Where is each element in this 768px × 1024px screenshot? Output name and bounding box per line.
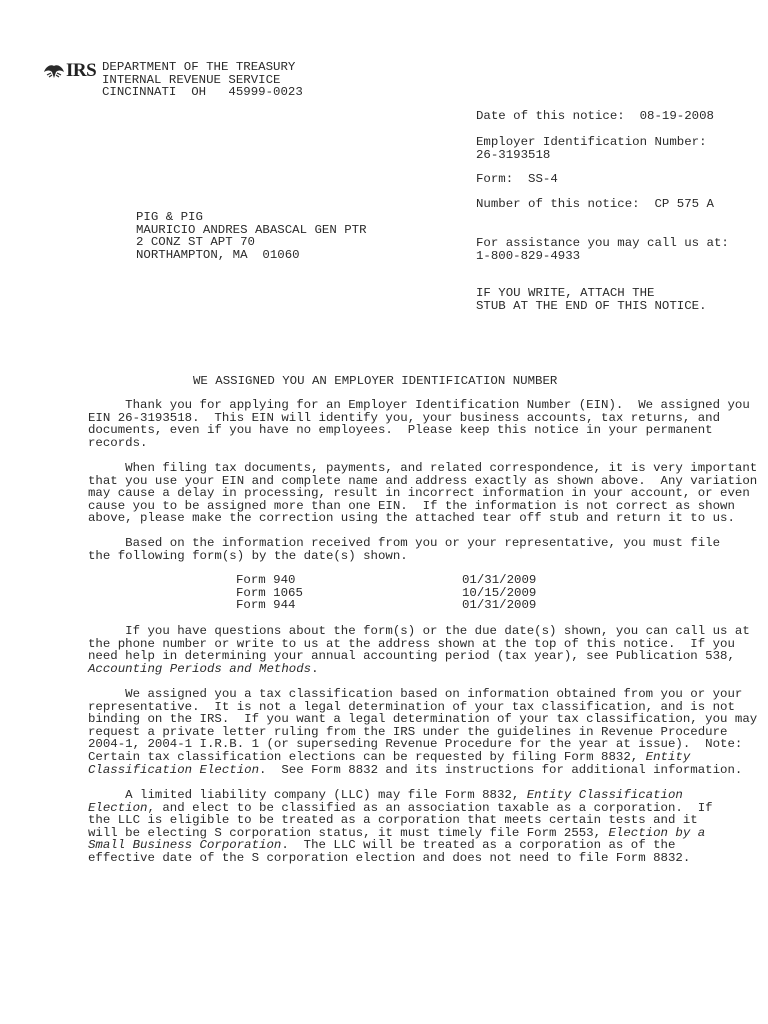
- text-fragment: .: [311, 661, 319, 676]
- text-line: representative. It is not a legal determination of your tax classification, and is not: [88, 699, 735, 714]
- paragraph-questions: [88, 624, 750, 676]
- text-line: When filing tax documents, payments, and related correspondence, it is very important: [88, 461, 758, 475]
- paragraph-forms-required: [88, 537, 728, 562]
- form-title-fragment: Entity Classification: [526, 788, 683, 802]
- form-title-fragment: Election by a: [608, 825, 706, 840]
- form-title-fragment: Election: [88, 800, 148, 815]
- assistance-block: [476, 237, 729, 262]
- text-line: cause you to be assigned more than one EIN. If the information is not correct as shown: [88, 498, 735, 513]
- text-line: effective date of the S corporation election and does not need to file Form 8832.: [88, 850, 691, 865]
- paragraph-tax-classification: [88, 687, 758, 777]
- text-line: EIN 26-3193518. This EIN will identify you, your business accounts, tax returns, and: [88, 410, 721, 425]
- form-line: Form: SS-4: [476, 172, 558, 186]
- agency-line: DEPARTMENT OF THE TREASURY: [102, 60, 296, 74]
- form-title-fragment: Classification Election: [88, 762, 260, 777]
- notice-number: Number of this notice: CP 575 A: [476, 197, 714, 211]
- irs-logo: [42, 62, 104, 82]
- logo-text: IRS: [66, 60, 97, 81]
- text-fragment: , and elect to be classified as an association taxable as a corporation. If: [147, 800, 713, 815]
- assistance-label: For assistance you may call us at:: [476, 236, 729, 250]
- form-name: Form 944: [236, 598, 296, 613]
- assistance-phone: 1-800-829-4933: [476, 248, 581, 263]
- form-row: [236, 599, 556, 612]
- agency-line: CINCINNATI OH 45999-0023: [102, 85, 303, 100]
- text-line: We assigned you a tax classification based on information obtained from you or your: [88, 687, 743, 701]
- text-line: 2004-1, 2004-1 I.R.B. 1 (or superseding Revenue Procedure for the year at issue). Note:: [88, 737, 743, 752]
- eagle-icon: [42, 63, 66, 81]
- text-line: Thank you for applying for an Employer Identification Number (EIN). We assigned you: [88, 398, 750, 412]
- paragraph-llc: [88, 789, 728, 865]
- text-fragment: A limited liability company (LLC) may file Form 8832,: [88, 788, 527, 802]
- ein-label: Employer Identification Number:: [476, 135, 707, 149]
- form-title-fragment: Small Business Corporation: [88, 838, 282, 853]
- address-line: 2 CONZ ST APT 70: [136, 235, 255, 250]
- publication-title: Accounting Periods and Methods: [88, 661, 312, 676]
- address-line: MAURICIO ANDRES ABASCAL GEN PTR: [136, 222, 367, 237]
- text-line: the LLC is eligible to be treated as a corporation that meets certain tests and it: [88, 813, 698, 828]
- paragraph-ein-assigned: [88, 398, 750, 450]
- text-line: the phone number or write to us at the address shown at the top of this notice. If you: [88, 636, 735, 651]
- text-fragment: Certain tax classification elections can be requested by filing Form 8832,: [88, 749, 646, 764]
- text-fragment: . See Form 8832 and its instructions for additional information.: [259, 762, 743, 777]
- paragraph-filing-instructions: [88, 461, 758, 526]
- text-line: If you have questions about the form(s) or the due date(s) shown, you can call us at: [88, 624, 750, 638]
- text-line: may cause a delay in processing, result in incorrect information in your account, or even: [88, 486, 750, 501]
- text-line: above, please make the correction using the attached tear off stub and return it to us.: [88, 511, 735, 526]
- agency-line: INTERNAL REVENUE SERVICE: [102, 72, 281, 87]
- address-line: PIG & PIG: [136, 210, 203, 224]
- address-line: NORTHAMPTON, MA 01060: [136, 247, 300, 262]
- text-fragment: . The LLC will be treated as a corporation as of the: [281, 838, 676, 853]
- text-line: records.: [88, 435, 148, 450]
- form-title-fragment: Entity: [645, 749, 691, 764]
- write-line: STUB AT THE END OF THIS NOTICE.: [476, 298, 707, 313]
- ein-block: [476, 136, 707, 161]
- notice-date: Date of this notice: 08-19-2008: [476, 109, 714, 123]
- text-line: need help in determining your annual accounting period (tax year), see Publication 538,: [88, 649, 735, 664]
- write-line: IF YOU WRITE, ATTACH THE: [476, 286, 655, 300]
- form-due-date: 10/15/2009: [462, 585, 537, 600]
- form-name: Form 1065: [236, 585, 303, 600]
- form-due-date: 01/31/2009: [462, 598, 537, 613]
- forms-due-table: [236, 574, 556, 612]
- text-line: that you use your EIN and complete name and address exactly as shown above. Any variation: [88, 473, 758, 488]
- text-line: documents, even if you have no employees. Please keep this notice in your permanent: [88, 423, 713, 438]
- mailing-address: [136, 211, 367, 261]
- text-line: Based on the information received from you or your representative, you must file: [88, 536, 721, 550]
- form-row: [236, 574, 556, 587]
- form-name: Form 940: [236, 573, 296, 587]
- form-due-date: 01/31/2009: [462, 573, 537, 587]
- ein-value: 26-3193518: [476, 147, 551, 162]
- agency-block: [102, 61, 303, 99]
- write-instructions: [476, 287, 707, 312]
- notice-heading: WE ASSIGNED YOU AN EMPLOYER IDENTIFICATION NUMBER: [193, 374, 558, 388]
- text-fragment: will be electing S corporation status, it must timely file Form 2553,: [88, 825, 609, 840]
- text-line: request a private letter ruling from the IRS under the guidelines in Revenue Procedure: [88, 724, 728, 739]
- text-line: the following form(s) by the date(s) shown.: [88, 548, 408, 563]
- text-line: binding on the IRS. If you want a legal determination of your tax classification, you may: [88, 712, 758, 727]
